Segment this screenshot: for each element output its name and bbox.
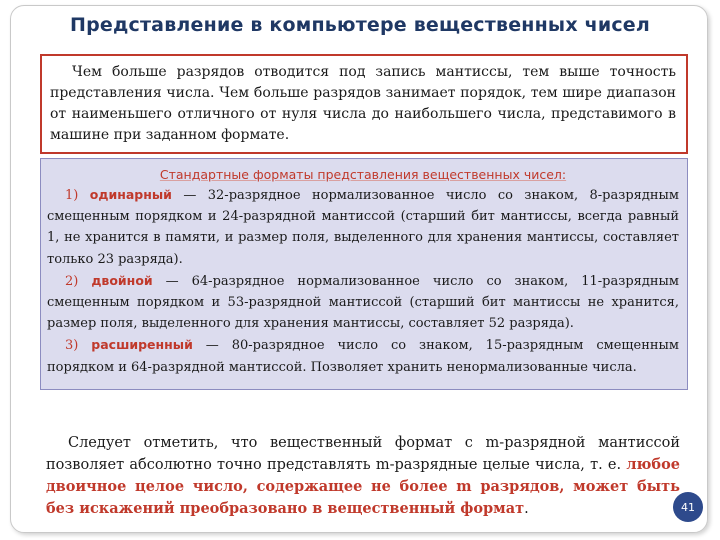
formats-title: Стандартные форматы представления вещественных чисел: — [159, 167, 567, 182]
format-item-single — [47, 184, 679, 270]
conclusion-plain: Следует отметить, что вещественный формат с m-разрядной мантиссой позволяет абсолютно точно представлять m-разрядные целые числа, т. е. — [46, 435, 680, 473]
format-name: расширенный — [91, 337, 193, 353]
format-name: двойной — [91, 272, 153, 288]
format-item-extended — [47, 334, 679, 377]
formats-box — [40, 158, 688, 390]
format-number: 2) — [65, 273, 79, 289]
format-item-double — [47, 270, 679, 335]
format-description: — 80-разрядное число со знаком, 15-разрядным смещенным порядком и 64-разрядной мантиссой. Позволяет хранить ненормализованные числа. — [47, 338, 679, 375]
intro-box — [40, 54, 688, 154]
conclusion-text — [46, 432, 680, 520]
page-number-badge: 41 — [673, 492, 703, 522]
format-name: одинарный — [89, 187, 172, 202]
format-number: 1) — [65, 188, 79, 203]
format-number: 3) — [65, 338, 79, 354]
intro-text: Чем больше разрядов отводится под запись мантиссы, тем выше точность представления числа. Чем больше разрядов занимает порядок, тем шире диапазон от наименьшего отличного от нуля числа до наибольшего числа, представимого в машине при заданном формате. — [50, 64, 676, 143]
slide-title: Представление в компьютере вещественных чисел — [69, 14, 651, 36]
conclusion-block — [46, 432, 680, 520]
format-description: — 32-разрядное нормализованное число со знаком, 8-разрядным смещенным порядком и 24-разрядной мантиссой (старший бит мантиссы, всегда равный 1, не хранится в памяти, и размер поля, выделенного для хранения мантиссы, составляет только 23 разряда). — [47, 188, 679, 267]
format-description: — 64-разрядное нормализованное число со знаком, 11-разрядным смещенным порядком и 53-разрядной мантиссой (старший бит мантиссы не хранится, размер поля, выделенного для хранения мантиссы, составляет 52 разряда). — [47, 273, 679, 332]
conclusion-highlight: любое двоичное целое число, содержащее не более m разрядов, может быть без искажений преобразовано в вещественный формат — [46, 456, 680, 517]
conclusion-end: . — [524, 501, 529, 517]
